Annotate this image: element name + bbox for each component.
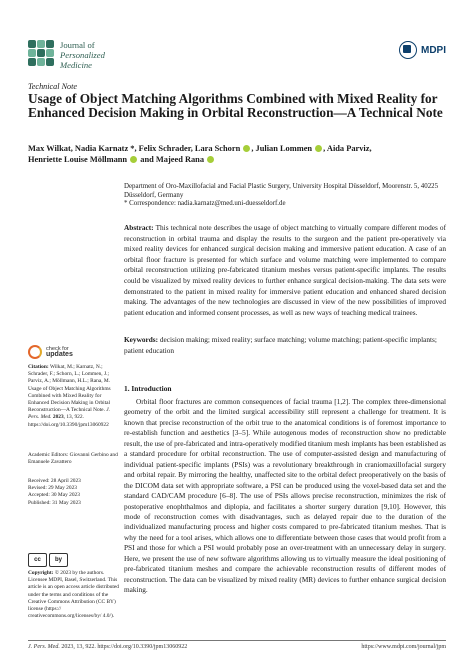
by-icon: by	[49, 553, 68, 567]
cc-license-badge[interactable]	[28, 553, 68, 567]
publisher-logo	[399, 41, 446, 59]
citation-volume-doi[interactable]: , 13, 922. https://doi.org/10.3390/jpm13060922	[28, 414, 109, 428]
dates-block	[28, 478, 120, 507]
orcid-icon[interactable]	[130, 156, 137, 163]
affiliation-block	[124, 183, 444, 209]
author-list	[28, 143, 448, 165]
citation-journal: J. Pers. Med.	[28, 407, 111, 421]
copyright-label: Copyright:	[28, 570, 54, 576]
orcid-icon[interactable]	[243, 145, 250, 152]
check-updates-line1: check for	[46, 346, 69, 352]
journal-line1: Journal of	[60, 40, 95, 50]
editors-block	[28, 452, 120, 466]
intro-paragraph: Orbital floor fractures are common consequences of facial trauma [1,2]. The complex three-dimensional geometry of the orbit and the limited surgical accessibility still represent a challenge for treatment. It is known that precise reconstruction of the orbit true to the anatomical conditions is of foremost importance to re-establish function and aesthetics [3–5]. While autogenous modes of reconstruction show no predictable result, the use of pre-fabricated and intra-operatively modified titanium mesh implants has been established as a standard procedure for orbital reconstruction. The use of computer-assisted design and manufacturing of individual patient-specific implants (PSIs) was a revolutionary breakthrough in craniomaxillofacial surgery and orbital repair. By mirroring the healthy, unaffected site to the orbital defect preoperatively on the basis of the DICOM data set with appropriate software, a PSI can be produced using the voxel-based data set and the standard CAD/CAM procedure [6–8]. The use of PSIs allows precise reconstruction, minimizes the risk of postoperative enophthalmos and diplopia, and facilitates a shorter surgery duration [9,10]. However, this mode of reconstruction comes with disadvantages, such as delayed repair due to the duration of the individualized manufacturing process and higher costs compared to pre-fabricated titanium meshes. That is why the need for a tool arises, which allows one to differentiate between those cases that would profit from a PSI and those for which a PSI would probably pose an over-treatment with an unnecessary delay in surgery. Here, we present the use of new software algorithms allowing us to virtually measure the ideal positioning of pre-fabricated titanium meshes and compare the achievable reconstruction results of different modes of reconstruction. The data can be visualized by mixed reality (MR) devices to further enhance surgical decision making.	[124, 397, 446, 595]
article-type: Technical Note	[28, 82, 78, 91]
citation-text: Wilkat, M.; Karnatz, N.; Schrader, F.; Schorn, L.; Lommen, J.; Parviz, A.; Möllmann, H.L.; Rana, M. Usage of Object Matching Algorithms Combined with Mixed Reality for Enhanced Decision Making in Orbital Reconstruction—A Technical Note.	[28, 364, 111, 414]
journal-line3: Medicine	[60, 60, 92, 70]
citation-label: Citation:	[28, 364, 49, 370]
citation-year: 2023	[52, 414, 64, 421]
accepted-date: Accepted: 30 May 2023	[28, 492, 80, 499]
publisher-name: MDPI	[421, 44, 446, 56]
section-heading: 1. Introduction	[124, 384, 172, 393]
journal-name	[60, 40, 105, 70]
academic-editors: Academic Editors: Giovanni Gerbino and Emanuele Zavattero	[28, 452, 118, 466]
check-updates-line2: updates	[46, 351, 73, 358]
published-date: Published: 31 May 2023	[28, 499, 81, 506]
authors-part1: Max Wilkat, Nadia Karnatz *, Felix Schrader, Lara Schorn	[28, 144, 241, 153]
keywords-text: decision making; mixed reality; surface matching; volume matching; patient-specific implants; patient education	[124, 335, 437, 355]
received-date: Received: 28 April 2023	[28, 478, 81, 484]
journal-logo	[28, 40, 54, 66]
affiliation: Department of Oro-Maxillofacial and Facial Plastic Surgery, University Hospital Düsseldorf, Moorenstr. 5, 40225 Düsseldorf, Germany	[124, 183, 439, 199]
abstract-text: This technical note describes the usage of object matching to virtually compare different modes of reconstruction in orbital trauma and display the results to the surgeon and the patient pre-operatively via mixed reality devices for enhanced surgical decision making and immersive patient education. A case of an orbital floor fracture is presented for which surface and volume matching were implemented to compare orbital reconstruction utilizing pre-fabricated titanium meshes versus patient-specific implants. The results could be visualized by mixed reality devices to further enhance surgical decision-making. The data sets were demonstrated to the patient in mixed reality for immersive patient education and enhanced shared decision making. The advantages of the new technologies are discussed in view of the new possibilities of improved patient education and informed consent processes, as well as new ways of teaching medical trainees.	[124, 223, 447, 317]
footer-citation: J. Pers. Med. 2023, 13, 922. https://doi.org/10.3390/jpm13060922	[28, 644, 188, 650]
mdpi-icon	[399, 41, 417, 59]
keywords	[124, 335, 446, 356]
journal-line2: Personalized	[60, 50, 105, 60]
revised-date: Revised: 29 May 2023	[28, 485, 77, 492]
article-title: Usage of Object Matching Algorithms Combined with Mixed Reality for Enhanced Decision Making in Orbital Reconstruction—A Technical Note	[28, 91, 443, 121]
abstract-label: Abstract:	[124, 223, 154, 232]
citation-block	[28, 364, 120, 429]
check-for-updates[interactable]	[28, 345, 73, 359]
cc-icon: cc	[28, 553, 47, 567]
orcid-icon[interactable]	[315, 145, 322, 152]
correspondence[interactable]: * Correspondence: nadia.karnatz@med.uni-duesseldorf.de	[124, 200, 286, 207]
authors-part4: Henriette Louise Möllmann	[28, 155, 128, 164]
page-footer	[28, 644, 446, 650]
copyright-text: © 2023 by the authors. Licensee MDPI, Basel, Switzerland. This article is an open access article distributed under the terms and conditions of the Creative Commons Attribution (CC BY) license (https:// creativecommons.org/licenses/by/ 4.0/).	[28, 570, 120, 620]
orcid-icon[interactable]	[207, 156, 214, 163]
footer-divider	[28, 640, 446, 641]
copyright-block	[28, 570, 120, 620]
check-updates-icon	[28, 345, 42, 359]
authors-part2: , Julian Lommen	[251, 144, 313, 153]
keywords-label: Keywords:	[124, 335, 159, 344]
footer-journal-link[interactable]: https://www.mdpi.com/journal/jpm	[361, 644, 446, 650]
authors-part5: and Majeed Rana	[140, 155, 205, 164]
abstract	[124, 223, 446, 318]
authors-part3: , Aida Parviz,	[323, 144, 372, 153]
